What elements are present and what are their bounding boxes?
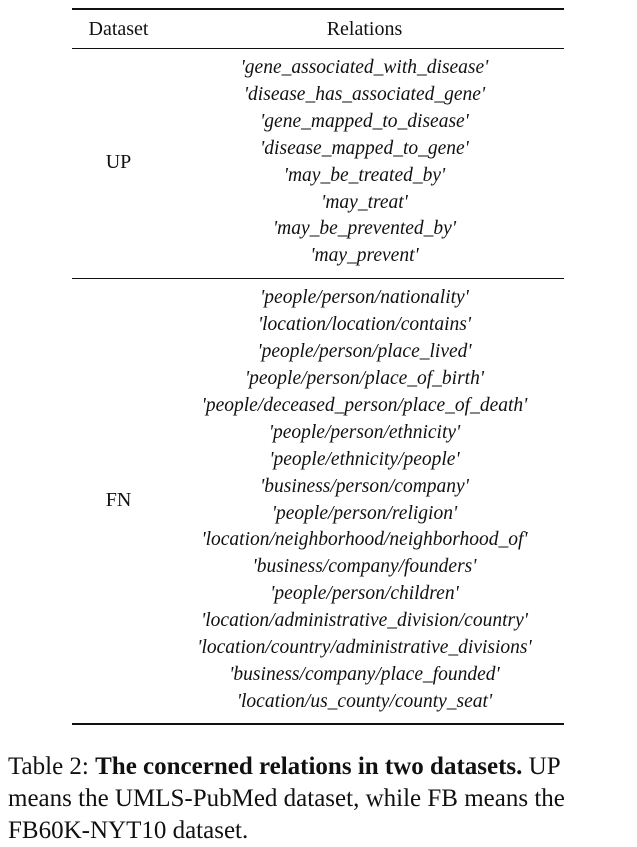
dataset-cell: FN [72, 279, 165, 724]
relation-item: 'business/person/company' [260, 475, 469, 497]
table-body [72, 49, 564, 724]
relation-item: 'location/us_county/county_seat' [236, 690, 493, 712]
relations-cell [165, 279, 564, 724]
relation-item: 'location/neighborhood/neighborhood_of' [201, 529, 528, 551]
relation-item: 'disease_has_associated_gene' [243, 83, 486, 105]
caption-line-3: FB60K-NYT10 dataset. [8, 817, 249, 844]
caption-label: Table 2: [8, 753, 89, 780]
relation-item: 'gene_mapped_to_disease' [260, 110, 469, 132]
dataset-cell: UP [105, 151, 132, 174]
relation-item: 'may_treat' [321, 191, 408, 213]
caption-text-1: UP [528, 753, 561, 780]
relation-item: 'people/person/place_lived' [257, 341, 472, 363]
table-row [72, 279, 564, 724]
caption-line-2: means the UMLS-PubMed dataset, while FB means the [8, 785, 565, 812]
relations-table [72, 8, 564, 725]
relation-item: 'business/company/founders' [252, 556, 477, 578]
table-header-row [72, 9, 564, 49]
relation-item: 'disease_mapped_to_gene' [260, 137, 469, 159]
relation-item: 'gene_associated_with_disease' [240, 57, 489, 78]
relation-item: 'location/country/administrative_divisions' [197, 637, 532, 659]
caption-line-1 [8, 751, 634, 783]
relations-cell [165, 49, 564, 279]
relation-item: 'people/person/children' [270, 583, 459, 605]
relation-item: 'people/person/religion' [271, 502, 458, 524]
header-relations: Relations [165, 9, 564, 49]
table-caption [8, 751, 634, 847]
header-dataset: Dataset [72, 9, 165, 49]
relation-item: 'people/deceased_person/place_of_death' [201, 394, 528, 416]
relations-table-container [72, 8, 564, 725]
relation-item: 'people/ethnicity/people' [269, 448, 460, 470]
relation-item: 'people/person/nationality' [260, 287, 469, 309]
relation-item: 'may_prevent' [310, 245, 419, 267]
relation-item: 'business/company/place_founded' [229, 663, 500, 685]
relation-item: 'may_be_prevented_by' [272, 218, 457, 240]
caption-title: The concerned relations in two datasets. [95, 753, 523, 780]
relation-item: 'location/location/contains' [257, 314, 472, 336]
relation-item: 'people/person/place_of_birth' [244, 367, 485, 389]
table-row [72, 49, 564, 279]
relation-item: 'people/person/ethnicity' [268, 421, 461, 443]
relation-item: 'may_be_treated_by' [283, 164, 446, 186]
relation-item: 'location/administrative_division/country' [201, 610, 528, 632]
